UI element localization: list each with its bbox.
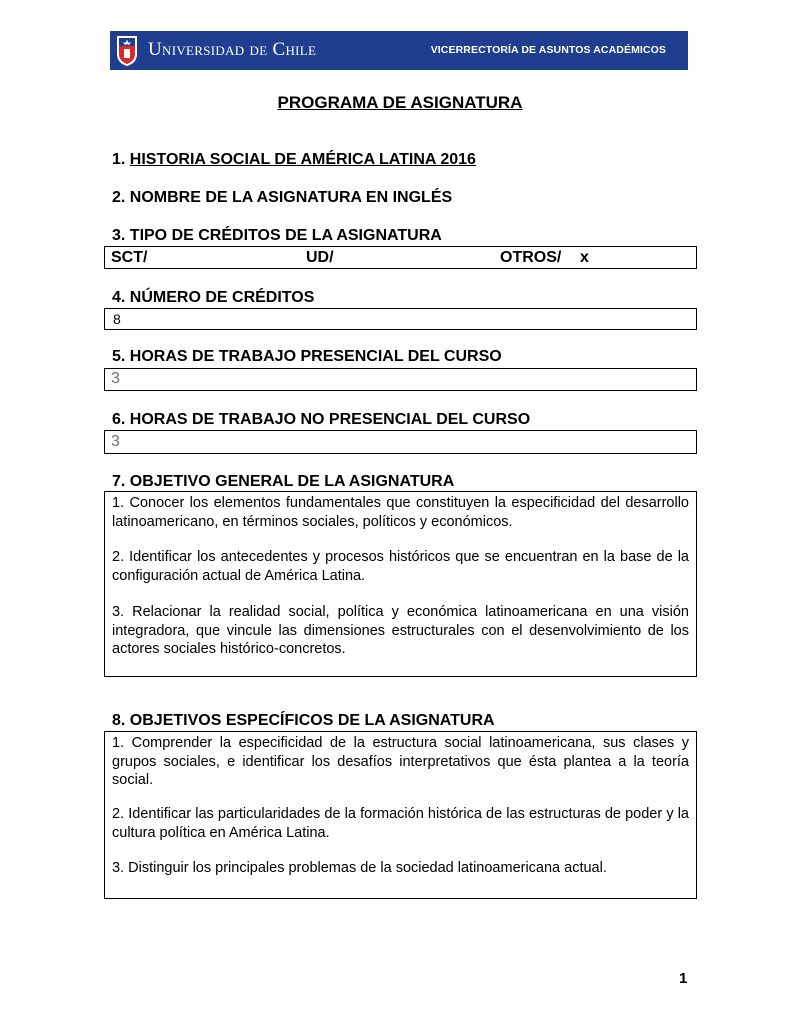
non-presential-hours-value: 3 [111,433,120,450]
section-8-heading: 8. OBJETIVOS ESPECÍFICOS DE LA ASIGNATURA [112,712,495,729]
credit-type-otros: OTROS/ [500,249,562,266]
specific-objective-item: 3. Distinguir los principales problemas de la sociedad latinoamericana actual. [112,860,607,876]
section-5-heading: 5. HORAS DE TRABAJO PRESENCIAL DEL CURSO [112,348,502,365]
specific-objective-item: 2. Identificar las particularidades de la formación histórica de las estructuras de poder y la cultura política en América Latina. [112,806,689,841]
section-1-heading [112,151,476,169]
general-objective-item: 1. Conocer los elementos fundamentales que constituyen la especificidad del desarrollo latinoamericano, en términos sociales, políticos y económicos. [112,495,689,530]
section-3-heading: 3. TIPO DE CRÉDITOS DE LA ASIGNATURA [112,227,442,244]
section-7-heading: 7. OBJETIVO GENERAL DE LA ASIGNATURA [112,473,455,490]
credits-value: 8 [113,311,121,327]
specific-objective-item: 1. Comprender la especificidad de la estructura social latinoamericana, sus clases y grupos sociales, e identificar los desafíos interpretativos que ésta plantea a la teoría social. [112,735,689,788]
document-title: PROGRAMA DE ASIGNATURA [277,93,523,112]
header-banner [110,31,688,70]
presential-hours-box [104,368,697,391]
presential-hours-value: 3 [111,370,120,387]
general-objective-item: 3. Relacionar la realidad social, política y económica latinoamericana en una visión integradora, que vincule las dimensiones estructurales con el desenvolvimiento de los actores sociales histórico-concretos. [112,604,689,657]
credits-box [104,308,697,330]
credit-type-sct: SCT/ [111,249,148,266]
vice-rectorate-label: VICERRECTORÍA DE ASUNTOS ACADÉMICOS [430,44,666,56]
section-1-number: 1. [112,151,126,168]
section-4-heading: 4. NÚMERO DE CRÉDITOS [112,289,315,306]
section-6-heading: 6. HORAS DE TRABAJO NO PRESENCIAL DEL CURSO [112,411,531,428]
non-presential-hours-box [104,430,697,454]
general-objective-item: 2. Identificar los antecedentes y procesos históricos que se encuentran en la base de la configuración actual de América Latina. [112,549,689,584]
credit-type-box [104,246,697,269]
credit-type-selected-mark: x [580,249,589,266]
credit-type-ud: UD/ [306,249,334,266]
page-number: 1 [679,970,688,987]
university-crest-icon [115,34,139,67]
course-name: HISTORIA SOCIAL DE AMÉRICA LATINA 2016 [129,151,476,168]
university-name: Universidad de Chile [148,39,317,60]
section-2-heading: 2. NOMBRE DE LA ASIGNATURA EN INGLÉS [112,189,453,206]
